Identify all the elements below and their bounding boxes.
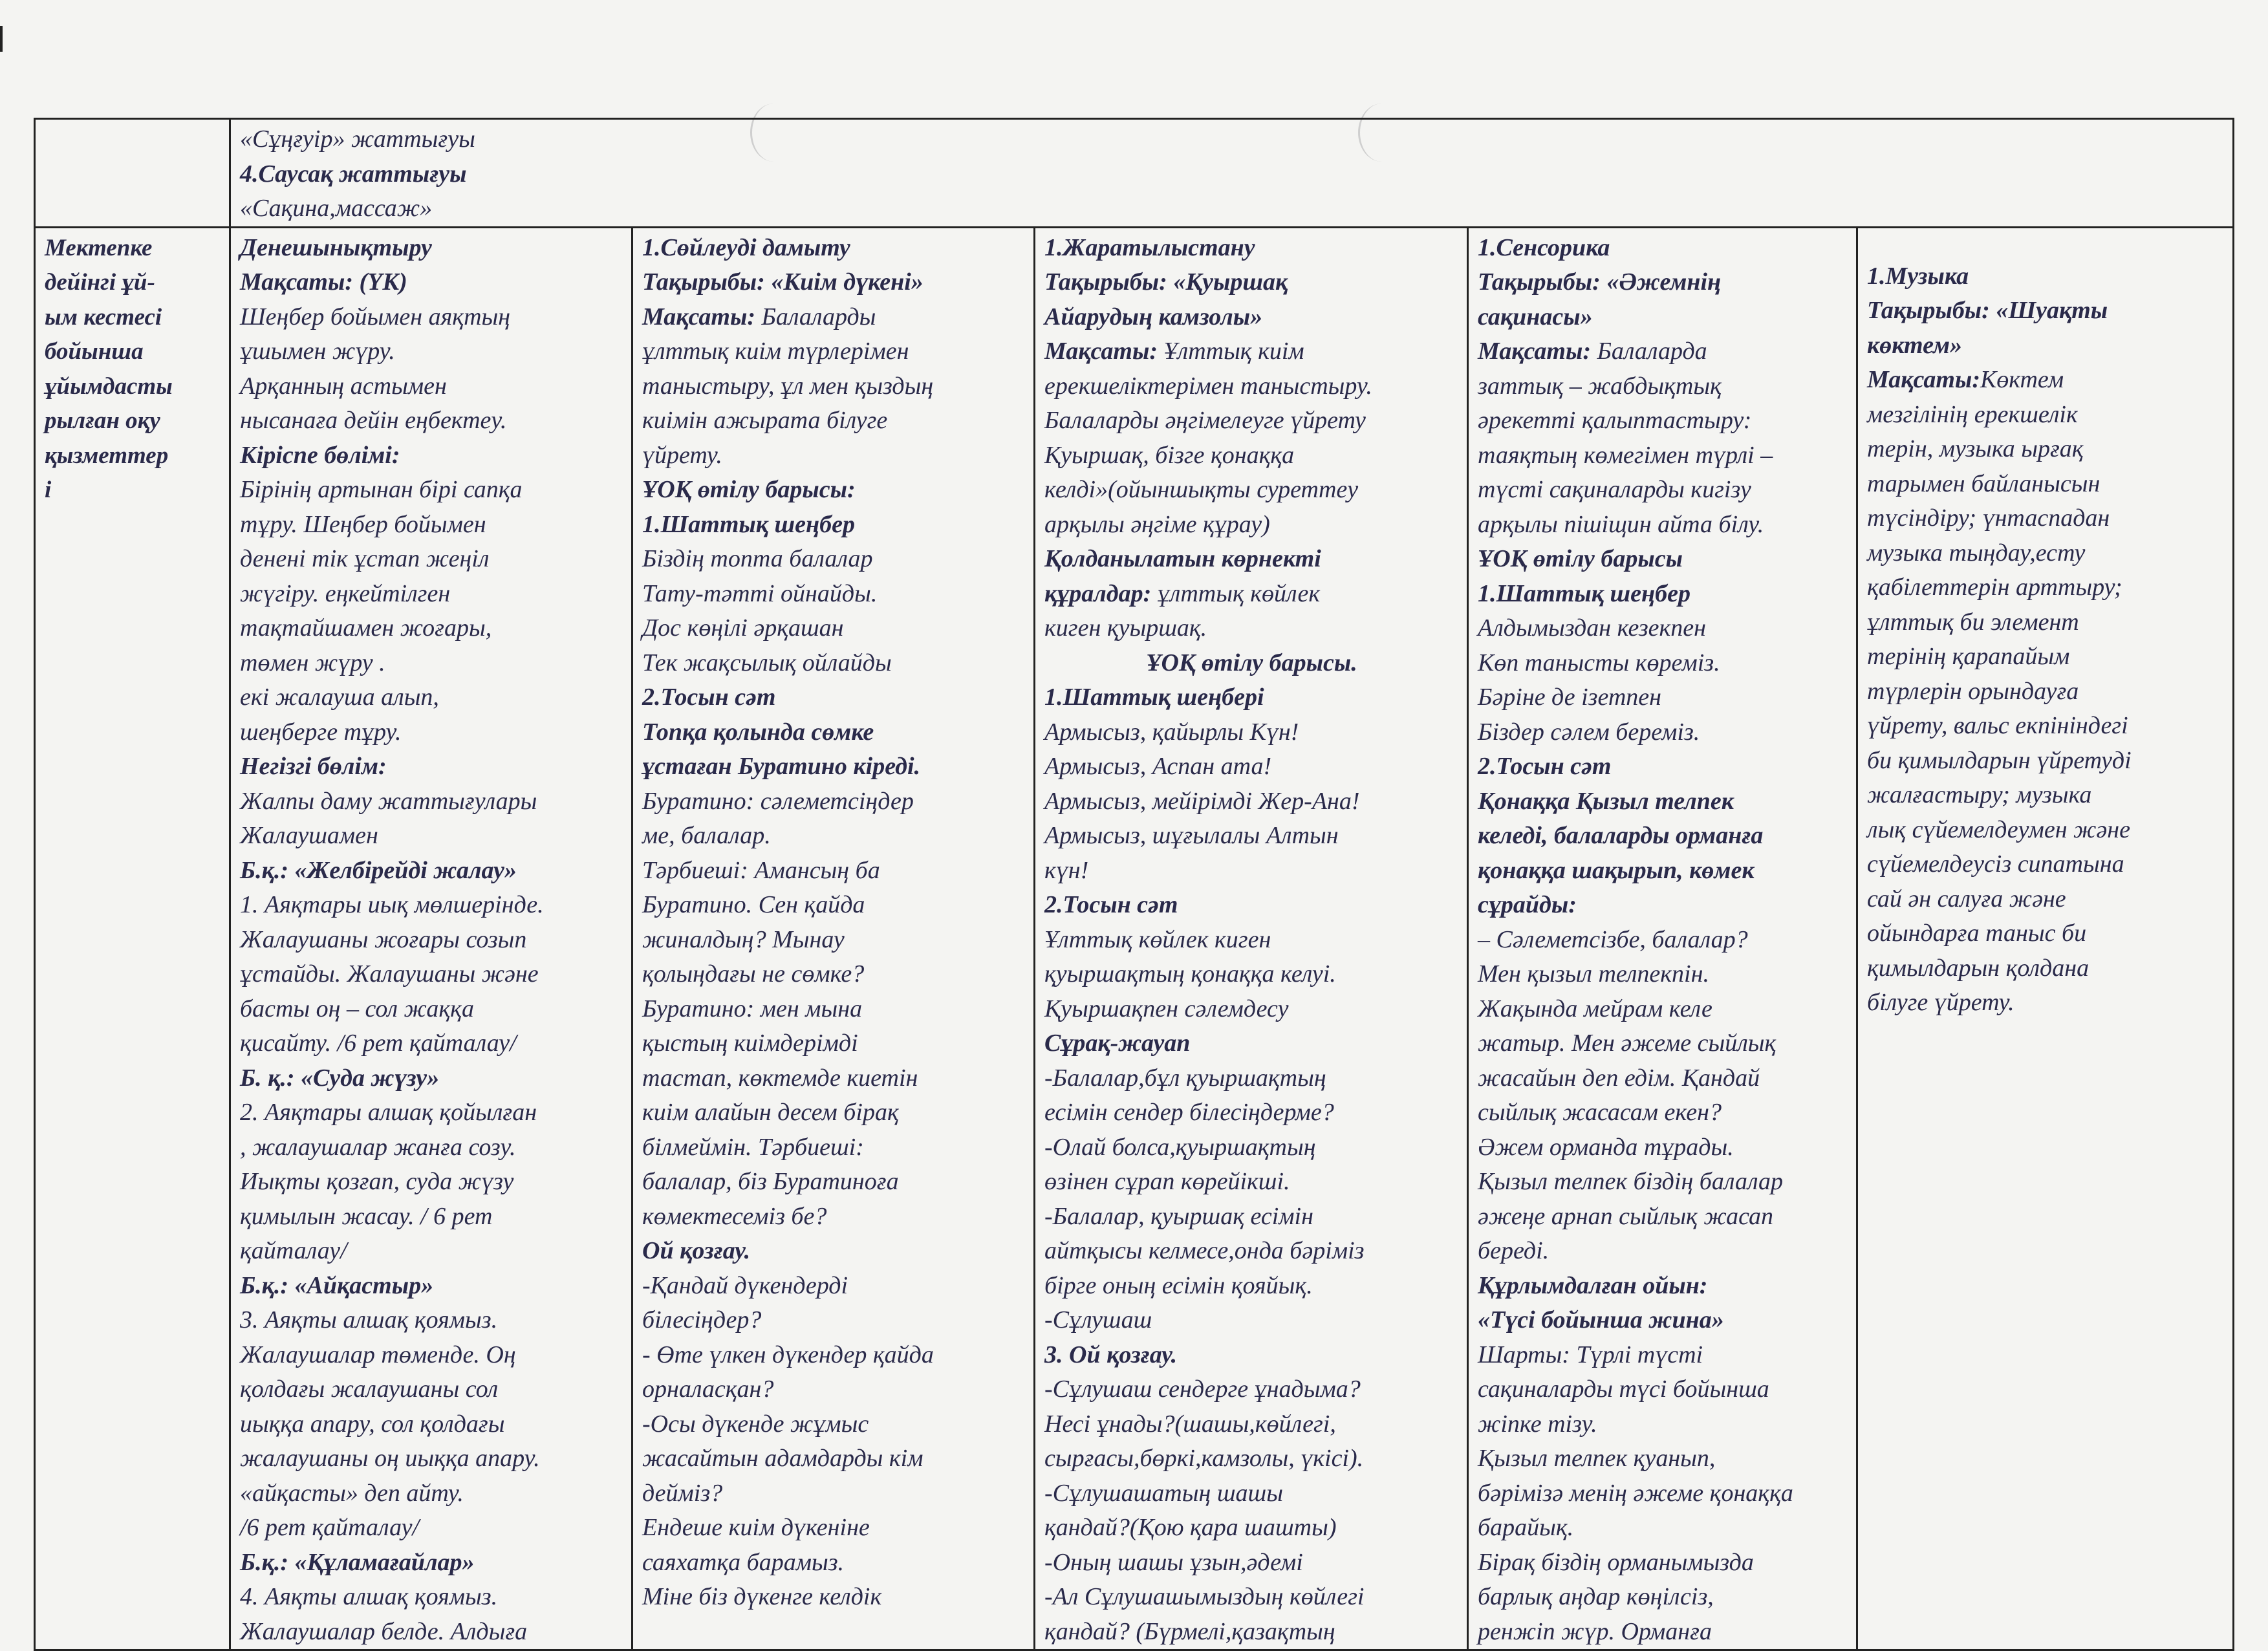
col-music-line: түрлерін орындауға (1867, 677, 2079, 705)
col-physical-line: ұшымен жүру. (240, 338, 395, 365)
col-speech-line: Мақсаты: Балаларды (642, 303, 876, 330)
col-physical-line: Б. қ.: «Суда жүзу» (240, 1064, 440, 1092)
col-speech-line: Тәрбиеші: Амансың ба (642, 856, 880, 884)
col-nature-line: 1.Шаттық шеңбері (1044, 684, 1264, 711)
col-physical-line: Иықты қозғап, суда жүзу (240, 1168, 514, 1195)
col-sensory-line: Бірақ біздің орманымызда (1478, 1548, 1754, 1576)
col-speech-line: Буратино: мен мына (642, 995, 863, 1022)
sensory-cell (1468, 227, 1857, 1650)
top-row-line: «Сақина,массаж» (240, 195, 433, 222)
col-sensory-line: Алдымыздан кезекпен (1478, 614, 1707, 642)
scan-edge-mark (0, 26, 3, 52)
lead-label: Мақсаты: (1867, 366, 1980, 393)
col-physical-line: басты оң – сол жаққа (240, 995, 474, 1022)
natural-science-cell (1035, 227, 1468, 1650)
col-sensory-line: жіпке тізу. (1478, 1410, 1597, 1438)
col-speech-line: балалар, біз Буратиноға (642, 1168, 899, 1195)
col-music-line: 1.Музыка (1867, 262, 1969, 290)
col-physical-line: иыққа апару, сол қолдағы (240, 1410, 505, 1438)
col-speech-line: Міне біз дүкенге келдік (642, 1583, 882, 1610)
row-header-line: қызметтер (45, 442, 169, 469)
col-physical-line: екі жалауша алып, (240, 684, 439, 711)
col-nature-line: есімін сендер білесіңдерме? (1044, 1099, 1334, 1126)
col-sensory-line: Қызыл телпек біздің балалар (1478, 1168, 1783, 1195)
col-sensory-line: барлық аңдар көңілсіз, (1478, 1583, 1714, 1610)
col-speech-line: Буратино: сәлеметсіңдер (642, 787, 914, 815)
col-sensory-line: Тақырыбы: «Әжемнің (1478, 268, 1722, 296)
col-physical-line: /6 рет қайталау/ (240, 1514, 420, 1541)
top-row-line: 4.Саусақ жаттығуы (240, 160, 467, 188)
col-nature-line: бірге оның есімін қояйық. (1044, 1271, 1313, 1299)
col-sensory-line: Бәріне де ізетпен (1478, 684, 1662, 711)
col-speech-line: тастап, көктемде киетін (642, 1064, 918, 1092)
col-sensory-line: бәрімізә менің әжеме қонаққа (1478, 1479, 1793, 1507)
col-speech-line: Тек жақсылық ойлайды (642, 649, 892, 676)
col-sensory-line: түсті сақиналарды кигізу (1478, 476, 1751, 503)
col-speech-line: жасайтын адамдарды кім (642, 1445, 923, 1472)
col-speech-line: орналасқан? (642, 1376, 774, 1403)
col-sensory-line: Құрлымдалған ойын: (1478, 1271, 1708, 1299)
col-nature-line: -Балалар,бұл қуыршақтың (1044, 1064, 1326, 1092)
col-physical-line: қолдағы жалаушаны сол (240, 1376, 499, 1403)
col-sensory-line: сыйлық жасасам екен? (1478, 1099, 1722, 1126)
col-sensory-line: әрекетті қалыптастыру: (1478, 407, 1752, 434)
col-nature-line: -Олай болса,қуыршақтың (1044, 1133, 1316, 1161)
col-nature-line: құралдар: ұлттық көйлек (1044, 579, 1321, 607)
col-physical-line: тақтайшамен жоғары, (240, 614, 492, 642)
col-music-line: Мақсаты:Көктем (1867, 366, 2064, 393)
col-nature-line: Армысыз, мейірімді Жер-Ана! (1044, 787, 1360, 815)
col-music-line: би қимылдарын үйретуді (1867, 746, 2132, 774)
col-speech-line: ұлттық киім түрлерімен (642, 338, 909, 365)
col-nature-line: келді»(ойыншықты суреттеу (1044, 476, 1359, 503)
col-physical-line: шеңберге тұру. (240, 718, 402, 746)
lead-label: құралдар: (1044, 579, 1152, 607)
col-physical-line: Арқанның астымен (240, 372, 447, 400)
col-nature-line: Қуыршақ, бізге қонаққа (1044, 441, 1295, 469)
col-speech-line: білмеймін. Тәрбиеші: (642, 1133, 864, 1161)
top-row-line: «Сұңғуір» жаттығуы (240, 125, 475, 153)
col-sensory-line: сақинасы» (1478, 303, 1593, 330)
row-header-line: і (45, 477, 52, 503)
col-physical-line: ұстайды. Жалаушаны және (240, 960, 539, 987)
col-nature-line: -Оның шашы ұзын,әдемі (1044, 1548, 1303, 1576)
col-music-line: қимылдарын қолдана (1867, 954, 2090, 982)
col-physical-line: Шеңбер бойымен аяқтың (240, 303, 511, 330)
col-nature-line: ҰОҚ өтілу барысы. (1146, 649, 1357, 676)
col-nature-line: қандай? (Бүрмелі,қазақтың (1044, 1617, 1335, 1645)
col-speech-line: 1.Шаттық шеңбер (642, 510, 855, 538)
col-speech-line: - Өте үлкен дүкендер қайда (642, 1341, 934, 1368)
col-speech-line: ұстаған Буратино кіреді. (642, 753, 921, 780)
col-physical-line: Б.қ.: «Құламағайлар» (240, 1548, 475, 1576)
col-sensory-line: Қонаққа Қызыл телпек (1478, 787, 1734, 815)
col-music-line: үйрету, вальс екпініндегі (1867, 712, 2128, 739)
col-physical-line: 1. Аяқтары иық мөлшерінде. (240, 891, 544, 918)
col-music-line: терін, музыка ырғақ (1867, 435, 2084, 462)
col-physical-line: Жалаушамен (240, 822, 378, 849)
col-music-line: мезгілінің ерекшелік (1867, 400, 2078, 428)
col-sensory-line: келеді, балаларды орманға (1478, 822, 1764, 849)
col-nature-line: -Балалар, қуыршақ есімін (1044, 1202, 1313, 1230)
col-physical-line: Мақсаты: (ҮК) (240, 268, 407, 296)
col-music-line: сай ән салуға және (1867, 885, 2066, 912)
col-speech-line: Ендеше киім дүкеніне (642, 1514, 870, 1541)
col-nature-line: -Сұлушаш (1044, 1306, 1152, 1333)
col-nature-line: Армысыз, шұғылалы Алтын (1044, 822, 1339, 849)
col-music-line: көктем» (1867, 331, 1963, 359)
col-physical-line: 3. Аяқты алшақ қоямыз. (240, 1306, 498, 1333)
col-nature-line: Мақсаты: Ұлттық киім (1044, 338, 1304, 365)
col-nature-line: қуыршақтың қонаққа келуі. (1044, 960, 1336, 987)
col-physical-line: Негізгі бөлім: (240, 753, 387, 780)
speech-development-lines (642, 231, 1026, 1615)
lesson-plan-table (34, 118, 2234, 1651)
col-sensory-line: 1.Сенсорика (1478, 233, 1610, 261)
music-cell (1857, 227, 2234, 1650)
col-nature-line: -Ал Сұлушашымыздың көйлегі (1044, 1583, 1365, 1610)
col-sensory-line: 1.Шаттық шеңбер (1478, 579, 1690, 607)
col-speech-line: -Қандай дүкендерді (642, 1271, 848, 1299)
col-speech-line: -Осы дүкенде жұмыс (642, 1410, 869, 1438)
col-physical-line: қимылын жасау. / 6 рет (240, 1202, 493, 1230)
col-physical-line: қайталау/ (240, 1237, 347, 1264)
col-sensory-line: Шарты: Түрлі түсті (1478, 1341, 1703, 1368)
col-nature-line: Қуыршақпен сәлемдесу (1044, 995, 1289, 1022)
natural-science-lines (1044, 231, 1459, 1650)
col-physical-line: «айқасты» деп айту. (240, 1479, 464, 1507)
col-physical-line: Бірінің артынан бірі сапқа (240, 476, 523, 503)
col-physical-line: , жалаушалар жанға созу. (240, 1133, 516, 1161)
col-sensory-line: береді. (1478, 1237, 1550, 1264)
sensory-lines (1478, 231, 1848, 1650)
col-speech-line: қыстың киімдерімді (642, 1030, 858, 1057)
col-nature-line: Сұрақ-жауап (1044, 1030, 1191, 1057)
col-nature-line: Қолданылатын көрнекті (1044, 545, 1321, 572)
col-speech-line: 1.Сөйлеуді дамыту (642, 233, 850, 261)
col-nature-line: қандай?(Қою қара шашты) (1044, 1514, 1337, 1541)
col-sensory-line: 2.Тосын сәт (1478, 753, 1612, 780)
col-sensory-line: – Сәлеметсізбе, балалар? (1478, 925, 1748, 953)
col-nature-line: күн! (1044, 856, 1089, 884)
activities-row (35, 227, 2234, 1650)
col-music-line: Тақырыбы: «Шуақты (1867, 297, 2108, 324)
col-music-line: қабілеттерін арттыру; (1867, 574, 2122, 601)
top-row-content-cell (230, 119, 2234, 228)
col-sensory-line: Қызыл телпек қуанып, (1478, 1445, 1716, 1472)
col-music-line: ұлттық би элемент (1867, 608, 2079, 636)
col-music-line: терінің қарапайым (1867, 643, 2070, 670)
col-physical-line: 2. Аяқтары алшақ қойылған (240, 1099, 537, 1126)
top-row-empty-cell (35, 119, 230, 228)
col-nature-line: айтқысы келмесе,онда бәріміз (1044, 1237, 1365, 1264)
col-speech-line: 2.Тосын сәт (642, 684, 776, 711)
music-lines (1867, 259, 2225, 1020)
col-speech-line: Тақырыбы: «Киім дүкені» (642, 268, 923, 296)
col-speech-line: Топқа қолында сөмке (642, 718, 874, 746)
physical-education-lines (240, 231, 623, 1650)
row-header-line: рылған оқу (45, 407, 160, 434)
col-sensory-line: сұрайды: (1478, 891, 1577, 918)
col-nature-line: ерекшеліктерімен таныстыру. (1044, 372, 1372, 400)
col-sensory-line: барайық. (1478, 1514, 1574, 1541)
col-speech-line: таныстыру, ұл мен қыздың (642, 372, 934, 400)
col-speech-line: Ой қозғау. (642, 1237, 751, 1264)
col-speech-line: ме, балалар. (642, 822, 771, 849)
col-music-line: лық сүйемелдеумен және (1867, 815, 2130, 843)
col-sensory-line: Мен қызыл телпекпін. (1478, 960, 1709, 987)
col-speech-line: Буратино. Сен қайда (642, 891, 865, 918)
row-header-line: бойынша (45, 338, 144, 365)
lead-label: Мақсаты: (642, 303, 755, 330)
col-sensory-line: «Түсі бойынша жина» (1478, 1306, 1724, 1333)
col-nature-line: 2.Тосын сәт (1044, 891, 1178, 918)
col-speech-line: білесіңдер? (642, 1306, 762, 1333)
col-nature-line: Ұлттық көйлек киген (1044, 925, 1271, 953)
col-nature-line: сырғасы,бөркі,камзолы, үкісі). (1044, 1445, 1364, 1472)
row-header-cell (35, 227, 230, 1650)
col-nature-line: -Сұлушаш сендерге ұнадыма? (1044, 1376, 1361, 1403)
lead-label: Мақсаты: (1044, 338, 1158, 365)
col-physical-line: Б.қ.: «Айқастыр» (240, 1271, 434, 1299)
col-nature-line: Армысыз, Аспан ата! (1044, 753, 1272, 780)
col-physical-line: 4. Аяқты алшақ қоямыз. (240, 1583, 498, 1610)
col-physical-line: төмен жүру . (240, 649, 385, 676)
col-physical-line: Жалаушалар белде. Алдыға (240, 1617, 528, 1645)
col-nature-line: киген қуыршақ. (1044, 614, 1207, 642)
col-speech-line: ҰОҚ өтілу барысы: (642, 476, 856, 503)
lead-label: Мақсаты: (1478, 338, 1591, 365)
col-speech-line: саяхатқа барамыз. (642, 1548, 845, 1576)
col-physical-line: Денешынықтыру (240, 233, 432, 261)
col-nature-line: 3. Ой қозғау. (1044, 1341, 1178, 1368)
col-sensory-line: ҰОҚ өтілу барысы (1478, 545, 1683, 572)
col-speech-line: киімін ажырата білуге (642, 407, 888, 434)
col-sensory-line: ренжіп жүр. Орманға (1478, 1617, 1712, 1645)
col-nature-line: 1.Жаратылыстану (1044, 233, 1255, 261)
col-physical-line: жүгіру. еңкейтілген (240, 579, 451, 607)
col-speech-line: Біздің топта балалар (642, 545, 873, 572)
top-row-lines (240, 122, 2225, 226)
col-physical-line: Жалаушаны жоғары созып (240, 925, 527, 953)
col-music-line: музыка тыңдау,есту (1867, 539, 2086, 567)
col-physical-line: денені тік ұстап жеңіл (240, 545, 490, 572)
col-physical-line: Кіріспе бөлімі: (240, 441, 400, 469)
col-nature-line: Несі ұнады?(шашы,көйлегі, (1044, 1410, 1336, 1438)
col-music-line: жалғастыру; музыка (1867, 781, 2092, 808)
col-physical-line: нысанаға дейін еңбектеу. (240, 407, 507, 434)
col-physical-line: қисайту. /6 рет қайталау/ (240, 1030, 517, 1057)
col-sensory-line: қонаққа шақырып, көмек (1478, 856, 1755, 884)
col-sensory-line: Жақында мейрам келе (1478, 995, 1712, 1022)
row-header-line: Мектепке (45, 234, 153, 261)
col-nature-line: -Сұлушашатың шашы (1044, 1479, 1283, 1507)
top-row (35, 119, 2234, 228)
col-sensory-line: сақиналарды түсі бойынша (1478, 1376, 1769, 1403)
music-top-gap (1867, 231, 2225, 259)
col-nature-line: арқылы әңгіме құрау) (1044, 510, 1270, 538)
col-nature-line: Айарудың камзолы» (1044, 303, 1263, 330)
col-music-line: сүйемелдеусіз сипатына (1867, 850, 2124, 878)
col-sensory-line: әжеңе арнап сыйлық жасап (1478, 1202, 1774, 1230)
col-sensory-line: Біздер сәлем береміз. (1478, 718, 1700, 746)
col-music-line: білуге үйрету. (1867, 989, 2014, 1016)
col-nature-line: Армысыз, қайырлы Күн! (1044, 718, 1299, 746)
col-physical-line: тұру. Шеңбер бойымен (240, 510, 486, 538)
col-speech-line: көмектесеміз бе? (642, 1202, 827, 1230)
col-sensory-line: жатыр. Мен әжеме сыйлық (1478, 1030, 1777, 1057)
row-header-line: ұйымдасты (45, 372, 173, 400)
col-music-line: ойындарға таныс би (1867, 920, 2087, 947)
col-sensory-line: жасайын деп едім. Қандай (1478, 1064, 1760, 1092)
col-music-line: тарымен байланысын (1867, 469, 2101, 497)
col-sensory-line: арқылы пішіщин айта білу. (1478, 510, 1764, 538)
col-sensory-line: Әжем орманда тұрады. (1478, 1133, 1734, 1161)
col-physical-line: жалаушаны оң иыққа апару. (240, 1445, 540, 1472)
col-sensory-line: заттық – жабдықтық (1478, 372, 1722, 400)
col-nature-line: өзінен сұрап көрейікші. (1044, 1168, 1290, 1195)
col-sensory-line: Мақсаты: Балаларда (1478, 338, 1707, 365)
col-physical-line: Жалпы даму жаттығулары (240, 787, 537, 815)
col-speech-line: үйрету. (642, 441, 722, 469)
col-music-line: түсіндіру; үнтаспадан (1867, 504, 2110, 532)
col-nature-line: Тақырыбы: «Қуыршақ (1044, 268, 1288, 296)
col-speech-line: дейміз? (642, 1479, 723, 1507)
col-nature-line: Балаларды әңгімелеуге үйрету (1044, 407, 1366, 434)
col-physical-line: Жалаушалар төменде. Оң (240, 1341, 516, 1368)
col-physical-line: Б.қ.: «Желбірейді жалау» (240, 856, 517, 884)
row-header-line: ым кестесі (45, 303, 162, 330)
col-speech-line: қолыңдағы не сөмке? (642, 960, 865, 987)
row-header-lines (45, 231, 221, 508)
col-speech-line: киім алайын десем бірақ (642, 1099, 899, 1126)
col-sensory-line: Көп танысты көреміз. (1478, 649, 1720, 676)
col-speech-line: Тату-тәтті ойнайды. (642, 579, 878, 607)
col-speech-line: Дос көңілі әрқашан (642, 614, 844, 642)
col-sensory-line: таяқтың көмегімен түрлі – (1478, 441, 1773, 469)
physical-education-cell (230, 227, 632, 1650)
speech-development-cell (632, 227, 1035, 1650)
col-speech-line: жиналдың? Мынау (642, 925, 845, 953)
row-header-line: дейінгі ұй- (45, 269, 155, 296)
